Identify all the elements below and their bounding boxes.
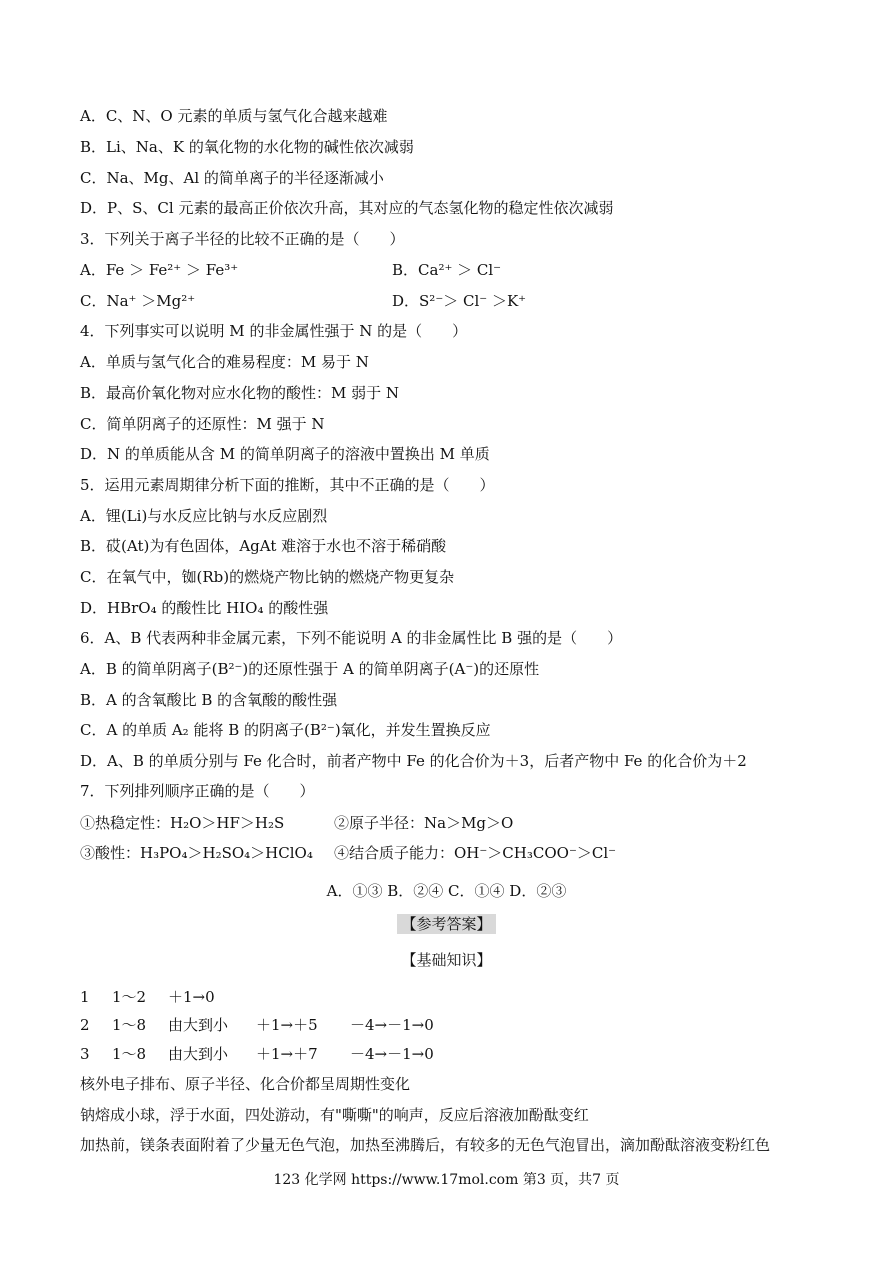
answer-num: 1	[80, 988, 90, 1006]
answer-cell: ＋1→＋5	[256, 1016, 318, 1034]
answer-cell: 1～2	[112, 988, 147, 1006]
option-line: C．在氧气中，铷(Rb)的燃烧产物比钠的燃烧产物更复杂	[80, 568, 455, 586]
statement-1: ①热稳定性：H₂O＞HF＞H₂S	[80, 814, 285, 832]
answer-cell: －4→－1→0	[350, 1045, 434, 1063]
answer-cell: 由大到小	[168, 1016, 229, 1034]
question-7: 7．下列排列顺序正确的是（ ）	[80, 782, 315, 800]
page-footer: 123 化学网 https://www.17mol.com 第3 页，共7 页	[273, 1172, 620, 1188]
option-b: B．Ca²⁺ ＞ Cl⁻	[392, 261, 502, 279]
statement-3: ③酸性：H₃PO₄＞H₂SO₄＞HClO₄	[80, 844, 313, 862]
option-line: D．HBrO₄ 的酸性比 HIO₄ 的酸性强	[80, 599, 329, 617]
answer-cell: ＋1→0	[168, 988, 215, 1006]
statement-2: ②原子半径：Na＞Mg＞O	[334, 814, 514, 832]
answer-options: A．①③ B．②④ C．①④ D．②③	[326, 882, 567, 900]
option-line: B．A 的含氧酸比 B 的含氧酸的酸性强	[80, 691, 338, 709]
option-line: C．Na、Mg、Al 的简单离子的半径逐渐减小	[80, 169, 384, 187]
reference-answer-title: 【参考答案】	[397, 914, 495, 934]
option-line: A．锂(Li)与水反应比钠与水反应剧烈	[80, 507, 328, 525]
option-line: D．A、B 的单质分别与 Fe 化合时，前者产物中 Fe 的化合价为＋3，后者产物中 Fe 的化合价为＋2	[80, 752, 747, 770]
answer-cell: 1～8	[112, 1045, 147, 1063]
option-line: A．C、N、O 元素的单质与氢气化合越来越难	[80, 107, 388, 125]
answer-row	[80, 1015, 853, 1035]
answer-text: 核外电子排布、原子半径、化合价都呈周期性变化	[80, 1075, 411, 1093]
option-line: A．B 的简单阴离子(B²⁻)的还原性强于 A 的简单阴离子(A⁻)的还原性	[80, 660, 540, 678]
answer-text: 钠熔成小球，浮于水面，四处游动，有"嘶嘶"的响声，反应后溶液加酚酞变红	[80, 1106, 589, 1124]
answer-num: 2	[80, 1016, 90, 1034]
option-d: D．S²⁻＞ Cl⁻ ＞K⁺	[392, 292, 527, 310]
option-line: C．简单阴离子的还原性：M 强于 N	[80, 415, 325, 433]
option-line: A．单质与氢气化合的难易程度：M 易于 N	[80, 353, 369, 371]
answer-text: 加热前，镁条表面附着了少量无色气泡，加热至沸腾后，有较多的无色气泡冒出，滴加酚酞溶液变粉红色	[80, 1136, 771, 1154]
answer-row	[80, 1044, 853, 1064]
statement-4: ④结合质子能力：OH⁻＞CH₃COO⁻＞Cl⁻	[334, 844, 617, 862]
option-line: B．砹(At)为有色固体，AgAt 难溶于水也不溶于稀硝酸	[80, 537, 447, 555]
question-6: 6．A、B 代表两种非金属元素，下列不能说明 A 的非金属性比 B 强的是（ ）	[80, 629, 623, 647]
option-line: B．最高价氧化物对应水化物的酸性：M 弱于 N	[80, 384, 400, 402]
option-line: D．N 的单质能从含 M 的简单阴离子的溶液中置换出 M 单质	[80, 445, 490, 463]
option-line: B．Li、Na、K 的氧化物的水化物的碱性依次减弱	[80, 138, 414, 156]
reference-answer-heading	[0, 914, 893, 934]
question-4: 4．下列事实可以说明 M 的非金属性强于 N 的是（ ）	[80, 322, 468, 340]
basic-knowledge-heading: 【基础知识】	[401, 951, 492, 969]
option-a: A．Fe ＞ Fe²⁺ ＞ Fe³⁺	[80, 261, 239, 279]
question-5: 5．运用元素周期律分析下面的推断，其中不正确的是（ ）	[80, 476, 495, 494]
answer-cell: ＋1→＋7	[256, 1045, 318, 1063]
option-line: D．P、S、Cl 元素的最高正价依次升高，其对应的气态氢化物的稳定性依次减弱	[80, 199, 614, 217]
answer-row	[80, 987, 853, 1007]
answer-cell: 由大到小	[168, 1045, 229, 1063]
question-3: 3．下列关于离子半径的比较不正确的是（ ）	[80, 230, 405, 248]
option-c: C．Na⁺ ＞Mg²⁺	[80, 292, 196, 310]
answer-num: 3	[80, 1045, 90, 1063]
option-line: C．A 的单质 A₂ 能将 B 的阴离子(B²⁻)氧化，并发生置换反应	[80, 721, 491, 739]
answer-cell: －4→－1→0	[350, 1016, 434, 1034]
answer-cell: 1～8	[112, 1016, 147, 1034]
